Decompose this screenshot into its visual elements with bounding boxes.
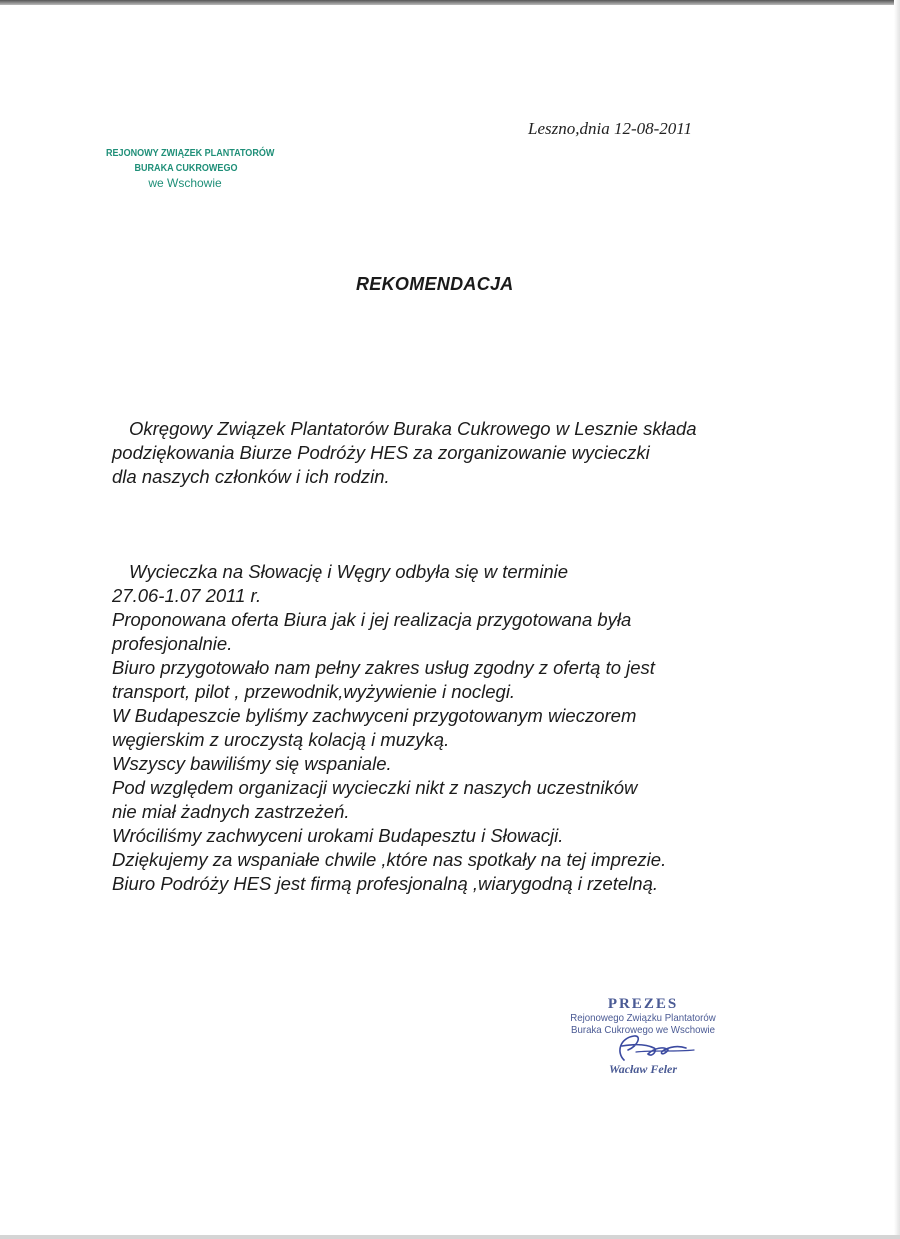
signature-stamp-line2: Buraka Cukrowego we Wschowie <box>571 1024 715 1036</box>
paragraph-line: Biuro Podróży HES jest firmą profesjonalną ,wiarygodną i rzetelną. <box>112 873 659 894</box>
signature-stamp-name: Wacław Feler <box>608 1062 678 1076</box>
sender-stamp-line1: REJONOWY ZWIĄZEK PLANTATORÓW <box>106 147 275 159</box>
paragraph-line: transport, pilot , przewodnik,wyżywienie i noclegi. <box>112 681 516 702</box>
sender-stamp-line3: we Wschowie <box>148 176 222 190</box>
scan-edge-top <box>0 0 900 5</box>
paragraph-line: Pod względem organizacji wycieczki nikt z naszych uczestników <box>112 777 638 798</box>
signature-stamp-line1: Rejonowego Związku Plantatorów <box>570 1012 716 1024</box>
document-title: REKOMENDACJA <box>356 274 514 294</box>
paragraph-line: dla naszych członków i ich rodzin. <box>112 466 390 487</box>
paragraph-line: Okręgowy Związek Plantatorów Buraka Cukrowego w Lesznie składa <box>129 418 697 439</box>
paragraph-line: Wszyscy bawiliśmy się wspaniale. <box>112 753 392 774</box>
sender-stamp-line2: BURAKA CUKROWEGO <box>134 162 238 174</box>
scan-edge-right <box>894 0 900 1239</box>
letter-date: Leszno,dnia 12-08-2011 <box>528 119 693 138</box>
paragraph-line: Dziękujemy za wspaniałe chwile ,które nas spotkały na tej imprezie. <box>112 849 667 870</box>
paragraph-line: Biuro przygotowało nam pełny zakres usług zgodny z ofertą to jest <box>112 657 655 678</box>
handwritten-signature <box>594 1030 704 1066</box>
paragraph-line: Proponowana oferta Biura jak i jej realizacja przygotowana była <box>112 609 632 630</box>
paragraph-line: Wróciliśmy zachwyceni urokami Budapesztu i Słowacji. <box>112 825 564 846</box>
paragraph-line: nie miał żadnych zastrzeżeń. <box>112 801 350 822</box>
scan-edge-bottom <box>0 1235 900 1239</box>
paragraph-line: W Budapeszcie byliśmy zachwyceni przygotowanym wieczorem <box>112 705 637 726</box>
paragraph-line: Wycieczka na Słowację i Węgry odbyła się w terminie <box>129 561 569 582</box>
paragraph-line: profesjonalnie. <box>112 633 233 654</box>
paragraph-line: podziękowania Biurze Podróży HES za zorganizowanie wycieczki <box>112 442 650 463</box>
paragraph-thanks <box>112 417 872 489</box>
sender-stamp <box>106 146 276 191</box>
paragraph-line: węgierskim z uroczystą kolacją i muzyką. <box>112 729 450 750</box>
paragraph-line: 27.06-1.07 2011 r. <box>112 585 262 606</box>
signature-stamp-title: PREZES <box>607 996 679 1012</box>
paragraph-trip <box>112 560 872 896</box>
